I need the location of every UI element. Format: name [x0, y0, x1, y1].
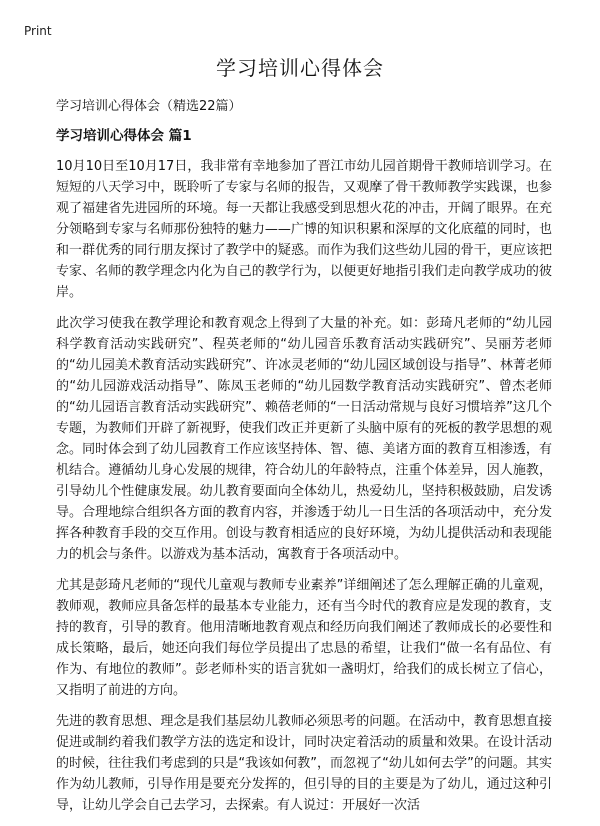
page-title: 学习培训心得体会 [216, 56, 384, 80]
paragraph: 先进的教育思想、理念是我们基层幼儿教师必须思考的问题。在活动中，教育思想直接促进或制约着我们教学方法的选定和设计，同时决定着活动的质量和效果。在设计活动的时候，往往我们考虑到的只是“我该如何教”，而忽视了“幼儿如何去学”的问题。其实作为幼儿教师，引导作用是要充分发挥的，但引导的目的主要是为了幼儿，通过这种引导，让幼儿学会自己去学习，去探索。有人说过：开展好一次活 [56, 714, 552, 813]
section-heading: 学习培训心得体会 篇1 [56, 128, 192, 144]
paragraph: 尤其是彭琦凡老师的“现代儿童观与教师专业素养”详细阐述了怎么理解正确的儿童观，教师观，教师应具备怎样的最基本专业能力，还有当今时代的教育应是发现的教育，支持的教育，引导的教育。他用清晰地教育观点和经历向我们阐述了教师成长的必要性和成长策略，最后，她还向我们每位学员提出了忠恳的希望，让我们“做一名有品位、有作为、有地位的教师”。彭老师朴实的语言犹如一盏明灯，给我们的成长树立了信心，又指明了前进的方向。 [56, 578, 552, 698]
paragraph: 10月10日至10月17日，我非常有幸地参加了晋江市幼儿园首期骨干教师培训学习。在短短的八天学习中，既聆听了专家与名师的报告，又观摩了骨干教师教学实践课，也参观了福建省先进园所的环境。每一天都让我感受到思想火花的冲击，开阔了眼界。在充分领略到专家与名师那份独特的魅力——广博的知识积累和深厚的文化底蕴的同时，也和一群优秀的同行朋友探讨了教学中的疑惑。而作为我们这些幼儿园的骨干，更应该把专家、名师的教学理念内化为自己的教学行为，以便更好地指引我们走向教学成功的彼岸。 [56, 159, 552, 300]
document-subtitle: 学习培训心得体会（精选22篇） [56, 99, 242, 114]
print-link[interactable]: Print [24, 24, 52, 38]
paragraph: 此次学习使我在教学理论和教育观念上得到了大量的补充。如：彭琦凡老师的“幼儿园科学教育活动实践研究”、程英老师的“幼儿园音乐教育活动实践研究”、吴丽芳老师的“幼儿园美术教育活动实践研究”、许冰灵老师的“幼儿园区域创设与指导”、林菁老师的“幼儿园游戏活动指导”、陈凤玉老师的“幼儿园数学教育活动实践研究”、曾杰老师的“幼儿园语言教育活动实践研究”、赖蓓老师的“一日活动常规与良好习惯培养”这几个专题，为教师们开辟了新视野，使我们改正并更新了头脑中原有的死板的教学思想的观念。同时体会到了幼儿园教育工作应该坚持体、智、德、美诸方面的教育互相渗透，有机结合。遵循幼儿身心发展的规律，符合幼儿的年龄特点，注重个体差异，因人施教，引导幼儿个性健康发展。幼儿教育要面向全体幼儿，热爱幼儿，坚持积极鼓励，启发诱导。合理地综合组织各方面的教育内容，并渗透于幼儿一日生活的各项活动中，充分发挥各种教育手段的交互作用。创设与教育相适应的良好环境，为幼儿提供活动和表现能力的机会与条件。以游戏为基本活动，寓教育于各项活动中。 [56, 316, 552, 562]
document-body [56, 156, 552, 826]
